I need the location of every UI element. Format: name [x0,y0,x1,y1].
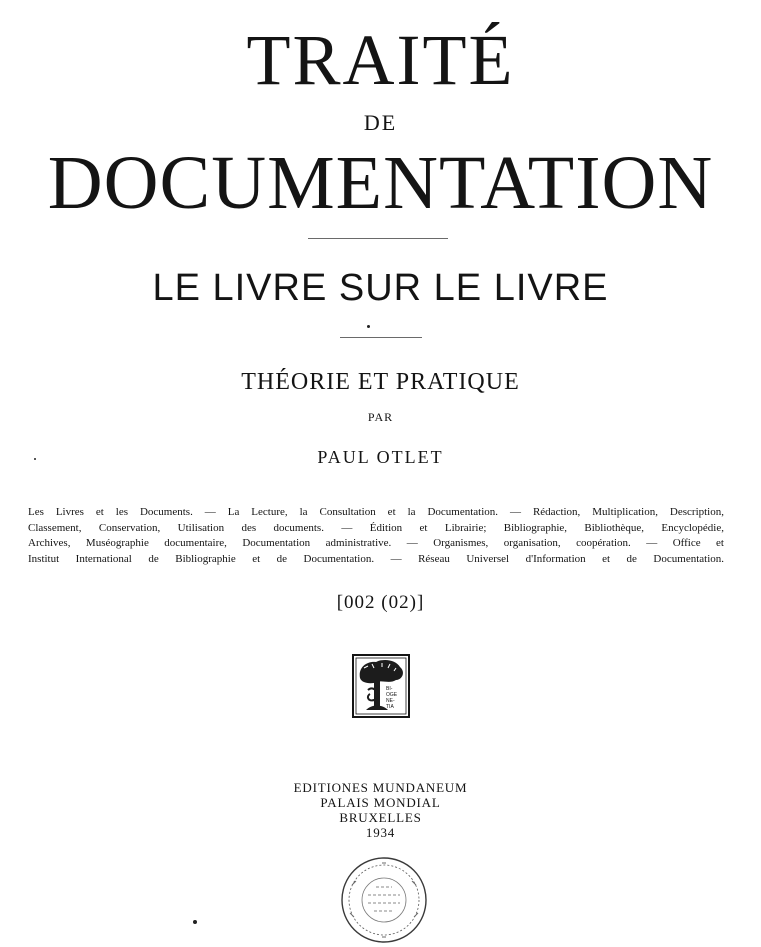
publisher-city: BRUXELLES [339,810,422,825]
emblem-text: TIA [386,704,394,710]
publisher-block [0,780,761,840]
summary-line: Institut International de Bibliographie et de Documentation. — Réseau Universel d'Information et de Documentation. [28,552,724,565]
author-name: PAUL OTLET [317,447,444,467]
publication-year: 1934 [365,825,396,840]
by-label: PAR [367,410,394,424]
publisher-name: EDITIONES MUNDANEUM [293,780,468,795]
book-subtitle: LE LIVRE SUR LE LIVRE [152,267,609,309]
ornament-dot [367,325,370,328]
title-connector: DE [363,110,398,135]
theory-practice-line: THÉORIE ET PRATIQUE [241,369,520,395]
contents-summary [28,505,724,567]
main-title: TRAITÉ [246,20,515,100]
summary-line: Classement, Conservation, Utilisation des documents. — Édition et Librairie; Bibliographie, Bibliothèque, Encyclopédie, [28,521,724,534]
summary-line: Les Livres et les Documents. — La Lecture, la Consultation et la Documentation. — Rédaction, Multiplication, Description, [28,506,724,518]
emblem-text: NE- [386,698,395,704]
divider-rule [308,238,448,239]
emblem-text: OGE [386,692,398,698]
classification-code: [002 (02)] [336,592,425,613]
speck [193,920,197,924]
tree-emblem-icon [352,654,410,718]
divider-rule-short [340,337,422,338]
title-documentation: DOCUMENTATION [47,141,714,225]
emblem-text: BI- [386,686,393,692]
summary-line: Archives, Muséographie documentaire, Documentation administrative. — Organismes, organisation, coopération. — Office et [28,537,724,549]
library-stamp-icon [338,855,430,945]
publisher-address: PALAIS MONDIAL [320,795,441,810]
